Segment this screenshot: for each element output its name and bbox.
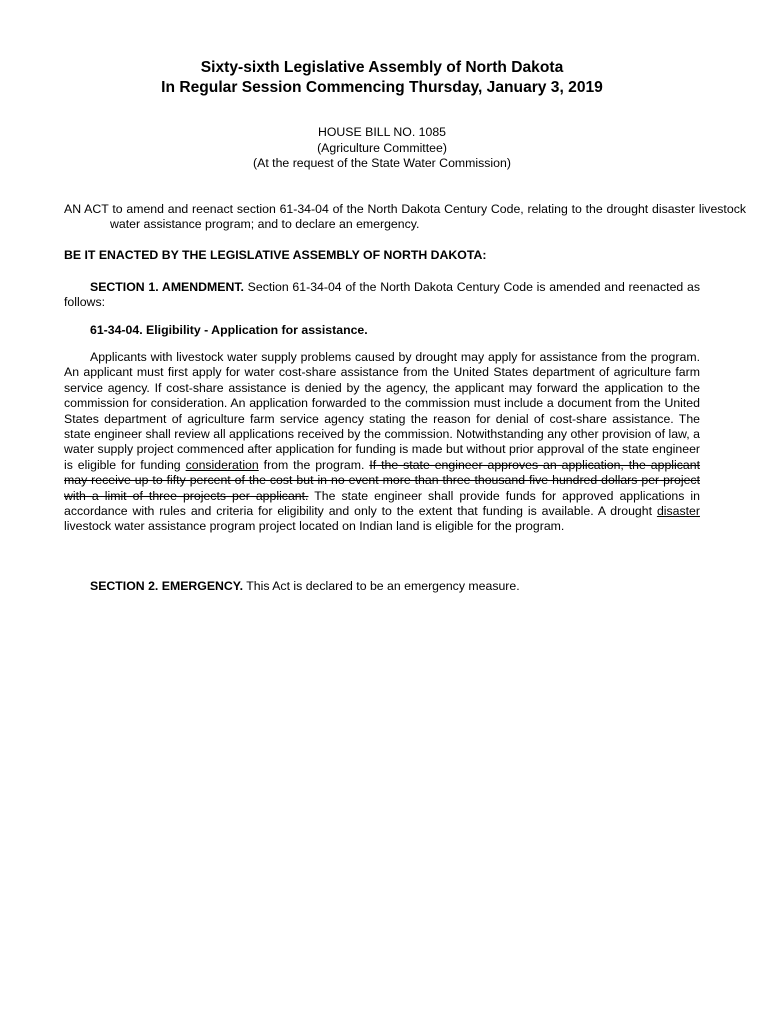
section-2: [64, 579, 700, 594]
deleted-text: If the state engineer approves an application, the applicant may receive up to fifty percent of the cost but in no event more than three thousand five hundred dollars per project with a limit of three projects per applicant.: [64, 457, 701, 503]
statute-body-text-3: The state engineer shall provide funds for approved applications in accordance with rules and criteria for eligibility and only to the extent that funding is available. A drought: [64, 488, 701, 519]
inserted-text-consideration: consideration: [185, 457, 259, 472]
request-line: (At the request of the State Water Commission): [253, 156, 511, 170]
section-2-label: SECTION 2. EMERGENCY.: [90, 579, 244, 593]
enacting-clause: BE IT ENACTED BY THE LEGISLATIVE ASSEMBLY OF NORTH DAKOTA:: [64, 248, 487, 262]
section-1-text: Section 61-34-04 of the North Dakota Century Code is amended and reenacted as follows:: [64, 280, 700, 310]
statute-heading: 61-34-04. Eligibility - Application for assistance.: [90, 323, 368, 337]
statute-body: [64, 350, 700, 535]
committee-line: (Agriculture Committee): [317, 141, 447, 155]
inserted-text-disaster: disaster: [656, 504, 700, 519]
section-1-label: SECTION 1. AMENDMENT.: [90, 280, 244, 294]
section-1: [64, 280, 700, 311]
bill-number: HOUSE BILL NO. 1085: [317, 125, 447, 139]
section-2-text: This Act is declared to be an emergency measure.: [243, 579, 520, 593]
statute-body-text-1: Applicants with livestock water supply problems caused by drought may apply for assistance from the program. An applicant must first apply for water cost-share assistance from the United States department of agriculture farm service agency. If cost-share assistance is denied by the agency, the applicant may forward the application to the commission for consideration. An application forwarded to the commission must include a document from the United States department of agriculture farm service agency stating the reason for denial of cost-share assistance. The state engineer shall review all applications received by the commission. Notwithstanding any other provision of law, a water supply project commenced after application for funding is made but without prior approval of the state engineer is eligible for funding: [64, 350, 700, 472]
statute-body-text-4: livestock water assistance program project located on Indian land is eligible for the program.: [64, 519, 565, 534]
session-line: In Regular Session Commencing Thursday, January 3, 2019: [161, 79, 603, 96]
assembly-title: Sixty-sixth Legislative Assembly of North Dakota: [200, 59, 564, 76]
statute-body-text-2: from the program.: [258, 457, 370, 472]
act-title: AN ACT to amend and reenact section 61-34-04 of the North Dakota Century Code, relating to the drought disaster livestock water assistance program; and to declare an emergency.: [64, 202, 746, 232]
